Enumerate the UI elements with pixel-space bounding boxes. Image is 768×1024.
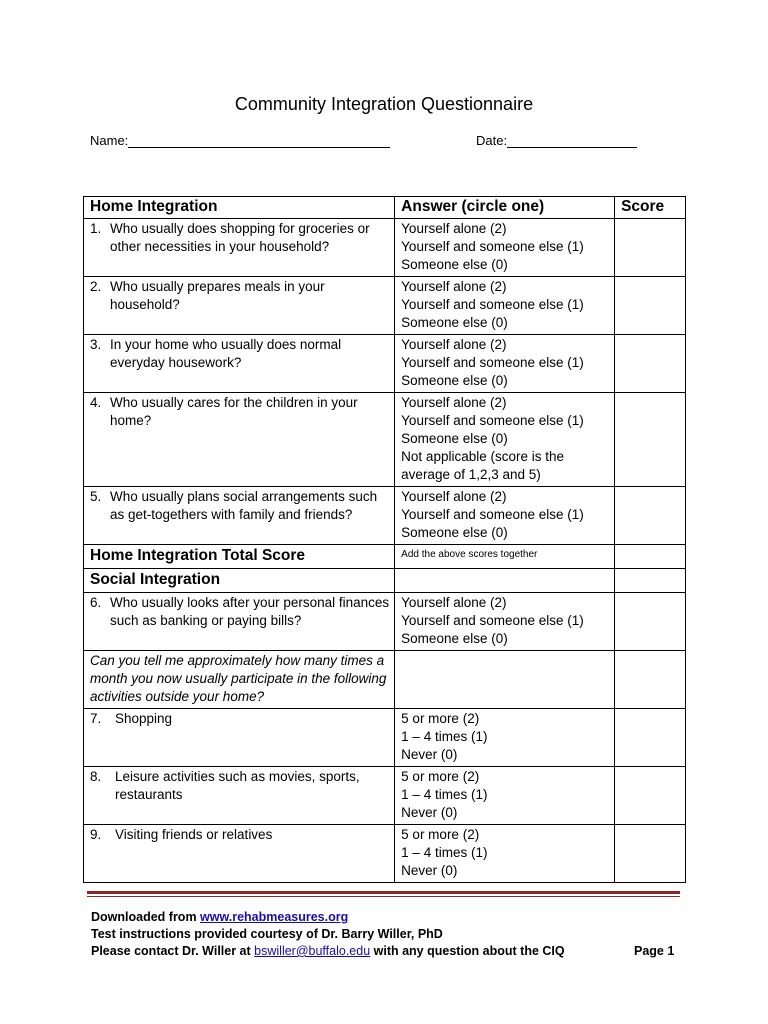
question bbox=[90, 394, 389, 430]
question-text: Who usually prepares meals in your household? bbox=[110, 279, 325, 312]
document-title: Community Integration Questionnaire bbox=[234, 94, 534, 114]
answer-option[interactable]: 5 or more (2) bbox=[401, 769, 480, 784]
answer-option[interactable]: Never (0) bbox=[401, 747, 458, 762]
table-header-row bbox=[84, 197, 686, 219]
question-cell bbox=[84, 277, 395, 335]
question-number: 1. bbox=[90, 221, 102, 236]
answer-options bbox=[395, 393, 615, 487]
date-line bbox=[507, 134, 637, 148]
question-text: Who usually cares for the children in your home? bbox=[110, 395, 358, 428]
question-cell bbox=[84, 219, 395, 277]
question-cell bbox=[84, 709, 395, 767]
score-cell[interactable] bbox=[615, 487, 686, 545]
answer-options bbox=[395, 335, 615, 393]
footer-rule-thick bbox=[87, 891, 680, 894]
social-score-cell bbox=[615, 569, 686, 593]
answer-option[interactable]: Not applicable (score is the average of 1,2,3 and 5) bbox=[401, 449, 565, 482]
answer-options bbox=[395, 593, 615, 651]
date-field bbox=[476, 133, 637, 148]
answer-options bbox=[395, 277, 615, 335]
question-number: 4. bbox=[90, 395, 102, 410]
answer-option[interactable]: Someone else (0) bbox=[401, 315, 508, 330]
name-field bbox=[90, 133, 390, 148]
home-rows bbox=[84, 219, 686, 545]
answer-options bbox=[395, 487, 615, 545]
answer-option[interactable]: Someone else (0) bbox=[401, 431, 508, 446]
home-total-note: Add the above scores together bbox=[395, 545, 615, 569]
question-number: 5. bbox=[90, 489, 102, 504]
question-row bbox=[84, 825, 686, 883]
question-text: Visiting friends or relatives bbox=[115, 827, 273, 842]
question-row bbox=[84, 487, 686, 545]
question bbox=[90, 768, 389, 804]
question-cell bbox=[84, 593, 395, 651]
home-total-score-cell bbox=[615, 545, 686, 569]
question-number: 6. bbox=[90, 595, 102, 610]
question-number: 7. bbox=[90, 711, 102, 726]
name-line bbox=[128, 134, 390, 148]
answer-option[interactable]: Never (0) bbox=[401, 805, 458, 820]
question-cell bbox=[84, 487, 395, 545]
answer-option[interactable]: Yourself alone (2) bbox=[401, 337, 507, 352]
score-cell[interactable] bbox=[615, 767, 686, 825]
question bbox=[90, 710, 389, 728]
question bbox=[90, 278, 389, 314]
question-row bbox=[84, 219, 686, 277]
rehabmeasures-link[interactable]: www.rehabmeasures.org bbox=[200, 910, 349, 924]
prompt-row bbox=[84, 651, 686, 709]
answer-option[interactable]: Yourself alone (2) bbox=[401, 395, 507, 410]
footer-downloaded bbox=[91, 910, 348, 924]
social-section-row bbox=[84, 569, 686, 593]
answer-option[interactable]: Someone else (0) bbox=[401, 257, 508, 272]
answer-option[interactable]: Yourself and someone else (1) bbox=[401, 413, 584, 428]
question-row bbox=[84, 335, 686, 393]
footer-rule-thin bbox=[87, 896, 680, 897]
question-cell bbox=[84, 393, 395, 487]
answer-option[interactable]: 1 – 4 times (1) bbox=[401, 787, 488, 802]
activity-rows bbox=[84, 709, 686, 883]
answer-options bbox=[395, 767, 615, 825]
answer-option[interactable]: 5 or more (2) bbox=[401, 711, 480, 726]
answer-option[interactable]: Someone else (0) bbox=[401, 373, 508, 388]
answer-options bbox=[395, 709, 615, 767]
header-score: Score bbox=[615, 197, 686, 219]
answer-option[interactable]: Yourself alone (2) bbox=[401, 221, 507, 236]
score-cell[interactable] bbox=[615, 709, 686, 767]
answer-option[interactable]: Someone else (0) bbox=[401, 631, 508, 646]
question-number: 2. bbox=[90, 279, 102, 294]
answer-option[interactable]: 1 – 4 times (1) bbox=[401, 845, 488, 860]
answer-option[interactable]: Yourself and someone else (1) bbox=[401, 239, 584, 254]
question bbox=[90, 220, 389, 256]
score-cell[interactable] bbox=[615, 219, 686, 277]
question-text: Leisure activities such as movies, sports, restaurants bbox=[115, 769, 360, 802]
answer-option[interactable]: Someone else (0) bbox=[401, 525, 508, 540]
question-row bbox=[84, 593, 686, 651]
contact-suffix: with any question about the CIQ bbox=[370, 944, 565, 958]
score-cell[interactable] bbox=[615, 277, 686, 335]
answer-options bbox=[395, 219, 615, 277]
answer-option[interactable]: 5 or more (2) bbox=[401, 827, 480, 842]
home-total-label: Home Integration Total Score bbox=[84, 545, 395, 569]
answer-option[interactable]: Yourself and someone else (1) bbox=[401, 297, 584, 312]
answer-options bbox=[395, 825, 615, 883]
prompt-answer-cell bbox=[395, 651, 615, 709]
score-cell[interactable] bbox=[615, 825, 686, 883]
date-label: Date: bbox=[476, 133, 508, 148]
answer-option[interactable]: Never (0) bbox=[401, 863, 458, 878]
footer-courtesy: Test instructions provided courtesy of Dr. Barry Willer, PhD bbox=[91, 927, 443, 941]
question-text: Shopping bbox=[115, 711, 173, 726]
score-cell[interactable] bbox=[615, 593, 686, 651]
prompt-score-cell bbox=[615, 651, 686, 709]
score-cell[interactable] bbox=[615, 393, 686, 487]
question bbox=[90, 336, 389, 372]
downloaded-prefix: Downloaded from bbox=[91, 910, 201, 924]
home-total-row bbox=[84, 545, 686, 569]
question-number: 8. bbox=[90, 769, 102, 784]
question-text: In your home who usually does normal everyday housework? bbox=[110, 337, 342, 370]
question-row bbox=[84, 767, 686, 825]
social-integration-label: Social Integration bbox=[84, 569, 395, 593]
question-cell bbox=[84, 335, 395, 393]
contact-prefix: Please contact Dr. Willer at bbox=[91, 944, 255, 958]
question-text: Who usually plans social arrangements such as get-togethers with family and friends? bbox=[110, 489, 378, 522]
question-number: 9. bbox=[90, 827, 102, 842]
question-row bbox=[84, 393, 686, 487]
answer-option[interactable]: Yourself and someone else (1) bbox=[401, 507, 584, 522]
social-rows bbox=[84, 593, 686, 651]
question-row bbox=[84, 277, 686, 335]
answer-option[interactable]: Yourself alone (2) bbox=[401, 279, 507, 294]
footer-contact bbox=[91, 944, 565, 958]
question-row bbox=[84, 709, 686, 767]
name-label: Name: bbox=[90, 133, 129, 148]
header-home-integration: Home Integration bbox=[84, 197, 395, 219]
question-number: 3. bbox=[90, 337, 102, 352]
social-answer-cell bbox=[395, 569, 615, 593]
activity-prompt: Can you tell me approximately how many times a month you now usually participate in the following activities outside your home? bbox=[84, 651, 395, 709]
answer-option[interactable]: Yourself and someone else (1) bbox=[401, 613, 584, 628]
answer-option[interactable]: Yourself alone (2) bbox=[401, 595, 507, 610]
header-answer: Answer (circle one) bbox=[395, 197, 615, 219]
answer-option[interactable]: Yourself alone (2) bbox=[401, 489, 507, 504]
question-text: Who usually looks after your personal finances such as banking or paying bills? bbox=[110, 595, 390, 628]
answer-option[interactable]: 1 – 4 times (1) bbox=[401, 729, 488, 744]
email-link[interactable]: bswiller@buffalo.edu bbox=[254, 944, 371, 958]
question bbox=[90, 826, 389, 844]
question-cell bbox=[84, 767, 395, 825]
question bbox=[90, 488, 389, 524]
question bbox=[90, 594, 389, 630]
page-number: Page 1 bbox=[634, 944, 675, 958]
questionnaire-table bbox=[83, 196, 686, 883]
question-cell bbox=[84, 825, 395, 883]
answer-option[interactable]: Yourself and someone else (1) bbox=[401, 355, 584, 370]
score-cell[interactable] bbox=[615, 335, 686, 393]
question-text: Who usually does shopping for groceries or other necessities in your household? bbox=[110, 221, 370, 254]
